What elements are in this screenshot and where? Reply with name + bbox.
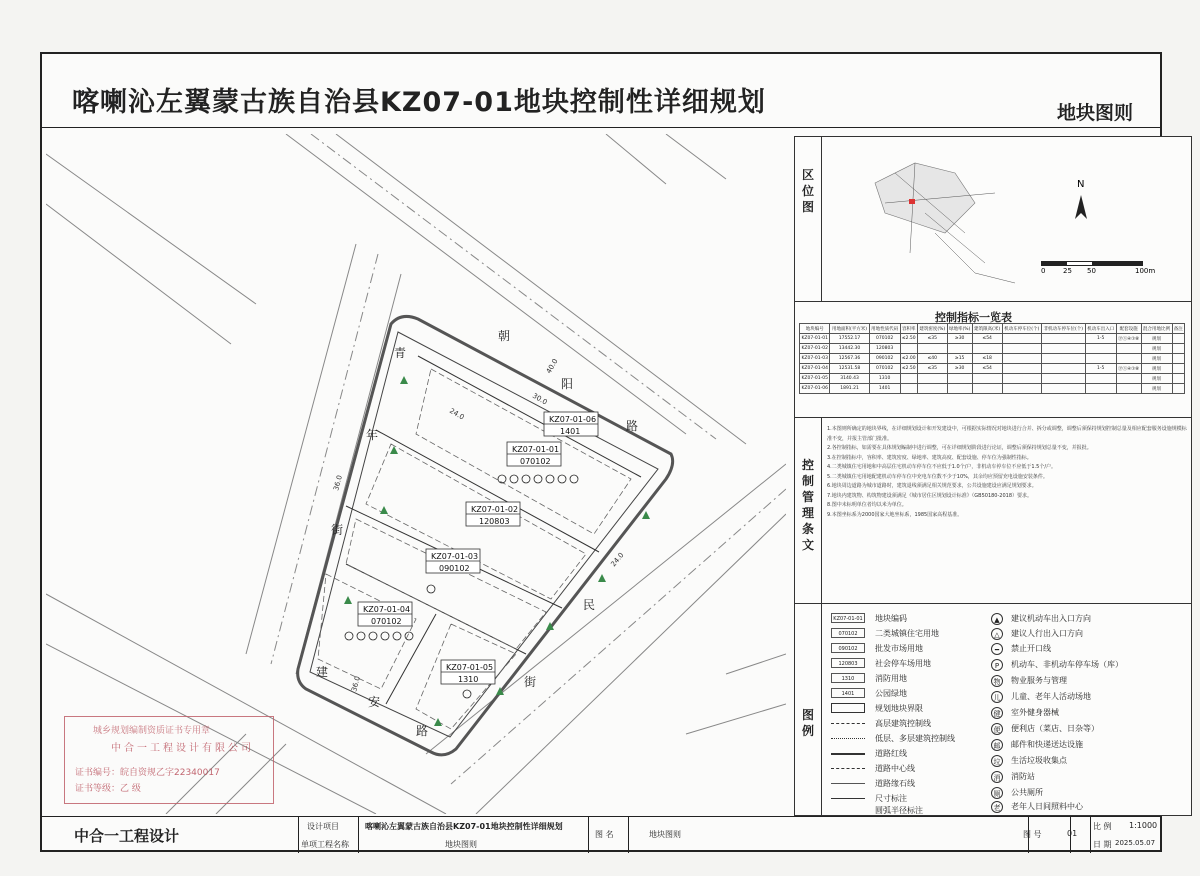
legend-symbol-icon: 厕 bbox=[991, 787, 1003, 799]
table-cell bbox=[917, 344, 947, 354]
legend-symbol-icon: 邮 bbox=[991, 739, 1003, 751]
indicator-table bbox=[799, 323, 1185, 394]
table-header: 容积率 bbox=[900, 324, 917, 334]
legend-text: 儿童、老年人活动场地 bbox=[1011, 692, 1091, 701]
parcel-use-02: 120803 bbox=[479, 517, 510, 526]
legend-swatch: 1401 bbox=[831, 688, 865, 698]
table-cell: ≥30 bbox=[947, 364, 972, 374]
entrance-arrow-icon bbox=[390, 446, 398, 454]
table-cell bbox=[1085, 344, 1116, 354]
site-marker-icon bbox=[909, 199, 915, 204]
table-cell bbox=[1172, 344, 1184, 354]
parcel-line-2 bbox=[376, 430, 599, 552]
legend-swatch bbox=[831, 723, 865, 728]
table-cell bbox=[947, 384, 972, 394]
symbol-icon bbox=[369, 632, 377, 640]
stamp-line: 城乡规划编制资质证书专用章 bbox=[93, 726, 211, 736]
road-label-w1: 青 bbox=[394, 346, 407, 360]
parcel-label-05 bbox=[441, 660, 495, 684]
date-value: 2025.05.07 bbox=[1115, 839, 1156, 847]
parcel-use-03: 090102 bbox=[439, 564, 470, 573]
legend-text: 建议人行出入口方向 bbox=[1011, 629, 1083, 638]
header-divider bbox=[42, 127, 1160, 128]
table-cell bbox=[1002, 364, 1041, 374]
legend-text: 地块编码 bbox=[875, 614, 907, 623]
table-header: 建筑密度(%) bbox=[917, 324, 947, 334]
legend-text: 高层建筑控制线 bbox=[875, 719, 931, 728]
section-divider bbox=[821, 137, 822, 301]
parcel-label-03 bbox=[426, 549, 480, 573]
symbol-icon bbox=[534, 475, 542, 483]
drawing-name: 地块图则 bbox=[649, 830, 681, 839]
title-block-cell bbox=[588, 817, 629, 853]
table-cell: ≤54 bbox=[972, 334, 1002, 344]
parcel-code-02: KZ07-01-02 bbox=[471, 505, 519, 514]
legend-swatch bbox=[831, 805, 865, 815]
table-cell bbox=[972, 384, 1002, 394]
control-clauses bbox=[827, 425, 1187, 520]
table-header: 混合用地比例 bbox=[1141, 324, 1172, 334]
drawing-name-label: 图 名 bbox=[595, 830, 614, 839]
scale-mark-0: 0 bbox=[1041, 267, 1046, 275]
table-cell: ≤2.50 bbox=[900, 364, 917, 374]
parcel-code-04: KZ07-01-04 bbox=[363, 605, 411, 614]
table-cell: 1-5 bbox=[1085, 334, 1116, 344]
table-cell bbox=[947, 344, 972, 354]
table-cell: 规划 bbox=[1141, 364, 1172, 374]
road-label-n2: 阳 bbox=[561, 377, 574, 391]
legend-symbol-icon: 儿 bbox=[991, 691, 1003, 703]
table-cell bbox=[1002, 334, 1041, 344]
road-label-s3: 路 bbox=[416, 724, 429, 738]
table-cell bbox=[1002, 344, 1041, 354]
symbol-icon bbox=[463, 690, 471, 698]
legend-swatch bbox=[831, 738, 865, 743]
table-cell bbox=[1002, 354, 1041, 364]
table-cell: Ⓟⓧ④⑦⑧ bbox=[1116, 364, 1141, 374]
parcel-use-06: 1401 bbox=[560, 427, 581, 436]
table-cell: ≥15 bbox=[947, 354, 972, 364]
legend-symbol-icon: 健 bbox=[991, 707, 1003, 719]
table-cell bbox=[900, 384, 917, 394]
parcel-code-05: KZ07-01-05 bbox=[446, 663, 494, 672]
table-cell bbox=[900, 344, 917, 354]
legend-symbol-icon: △ bbox=[991, 628, 1003, 640]
table-cell: 070102 bbox=[869, 364, 900, 374]
dim-d5: 36.0 bbox=[350, 675, 362, 693]
symbol-icon bbox=[522, 475, 530, 483]
parcel-label-06 bbox=[544, 412, 598, 436]
symbol-icon bbox=[393, 632, 401, 640]
scale-label: 比 例 bbox=[1093, 822, 1112, 831]
sub-project-name: 地块图则 bbox=[445, 840, 477, 849]
symbol-icon bbox=[381, 632, 389, 640]
scale-bar bbox=[1041, 261, 1181, 273]
symbol-icon bbox=[345, 632, 353, 640]
date-label: 日 期 bbox=[1093, 840, 1112, 849]
table-row bbox=[800, 334, 1185, 344]
table-cell bbox=[947, 374, 972, 384]
legend-text: 道路红线 bbox=[875, 749, 907, 758]
table-cell: 1891.21 bbox=[830, 384, 869, 394]
table-header: 非机动车停车位(个) bbox=[1041, 324, 1085, 334]
parcel-code-01: KZ07-01-01 bbox=[512, 445, 560, 454]
table-cell bbox=[1041, 334, 1085, 344]
stamp-line: 证书等级：乙 级 bbox=[75, 784, 141, 794]
legend-text: 建议机动车出入口方向 bbox=[1011, 614, 1091, 623]
clause: 8.图中未标明单位者均以米为单位。 bbox=[827, 502, 907, 508]
clause: 6.地块周边道路为城市道路时，建筑退线须满足相关规范要求，公共设施建设应满足规划要求。 bbox=[827, 483, 1037, 489]
road-label-e1: 民 bbox=[583, 598, 596, 612]
symbol-icon bbox=[570, 475, 578, 483]
legend-symbol-icon: 老 bbox=[991, 801, 1003, 813]
legend-swatch bbox=[831, 798, 865, 803]
north-arrow-icon bbox=[1071, 193, 1091, 223]
clause: 2.各控制指标，如需要在具体规划编制中进行调整，可在详细规划阶段进行论证，调整后须保持规划总量不变，并报批。 bbox=[827, 445, 1092, 451]
legend-text: 低层、多层建筑控制线 bbox=[875, 734, 955, 743]
table-cell: KZ07-01-06 bbox=[800, 384, 830, 394]
section-divider bbox=[821, 603, 822, 815]
clause: 4.二类城镇住宅用地和中高层住宅机动车停车位不应低于1.0个/户，非机动车停车位不应低于1.5个/户。 bbox=[827, 464, 1057, 470]
table-header: 绿地率(%) bbox=[947, 324, 972, 334]
plan-map bbox=[46, 134, 786, 814]
table-cell bbox=[1041, 354, 1085, 364]
legend-symbol-icon: 垃 bbox=[991, 755, 1003, 767]
table-cell: 规划 bbox=[1141, 374, 1172, 384]
table-cell: 1-5 bbox=[1085, 364, 1116, 374]
legend-text: 批发市场用地 bbox=[875, 644, 923, 653]
legend-swatch: 070102 bbox=[831, 628, 865, 638]
table-cell: 120803 bbox=[869, 344, 900, 354]
legend-text: 社会停车场用地 bbox=[875, 659, 931, 668]
road-ne-edges bbox=[606, 134, 726, 184]
parcel-code-06: KZ07-01-06 bbox=[549, 415, 597, 424]
legend-symbol-icon: 消 bbox=[991, 771, 1003, 783]
table-cell bbox=[1002, 384, 1041, 394]
table-cell: 规划 bbox=[1141, 334, 1172, 344]
symbol-icon bbox=[498, 475, 506, 483]
title-block-cell bbox=[1090, 817, 1161, 853]
entrance-arrow-icon bbox=[380, 506, 388, 514]
north-label: N bbox=[1077, 179, 1085, 190]
clause: 9.本图坐标系为2000国家大地坐标系，1985国家高程基准。 bbox=[827, 511, 963, 518]
table-cell bbox=[1172, 374, 1184, 384]
panel-divider bbox=[795, 417, 1191, 418]
road-network bbox=[46, 134, 786, 814]
table-cell bbox=[1172, 364, 1184, 374]
table-cell bbox=[1116, 384, 1141, 394]
table-cell: 3140.43 bbox=[830, 374, 869, 384]
page-title: 喀喇沁左翼蒙古族自治县KZ07-01地块控制性详细规划 bbox=[72, 87, 766, 118]
legend-text: 机动车、非机动车停车场（库） bbox=[1011, 660, 1123, 669]
road-label-w2: 年 bbox=[366, 428, 379, 442]
table-cell bbox=[1041, 374, 1085, 384]
table-cell bbox=[1172, 354, 1184, 364]
table-cell: 规划 bbox=[1141, 354, 1172, 364]
legend-text: 老年人日间照料中心 bbox=[1011, 802, 1083, 811]
clause: 1.本图则所确定的地块界线，在详细规划设计和开发建设中，可根据实际情况对地块进行合并、拆分或调整，调整后须保持规划控制总量及相应配套服务设施规模标准不变，并报主管部门批准。 bbox=[827, 426, 1187, 442]
entrance-arrows bbox=[344, 376, 650, 726]
legend-text: 二类城镇住宅用地 bbox=[875, 629, 939, 638]
title-block-cell bbox=[298, 817, 359, 853]
info-panel bbox=[794, 136, 1192, 816]
parcel-use-01: 070102 bbox=[520, 457, 551, 466]
table-cell bbox=[972, 374, 1002, 384]
clause: 3.在控制指标中，容积率、建筑密度、绿地率、建筑高度、配套设施、停车位为强制性指标。 bbox=[827, 454, 1032, 461]
table-cell: ≤2.00 bbox=[900, 354, 917, 364]
title-block-cell bbox=[1023, 817, 1069, 853]
legend-swatch bbox=[831, 753, 865, 758]
road-label-s2: 安 bbox=[368, 695, 381, 709]
legend-swatch bbox=[831, 768, 865, 773]
legend-symbol-icon: P bbox=[991, 659, 1003, 671]
table-header: 备注 bbox=[1172, 324, 1184, 334]
road-label-s1: 建 bbox=[316, 665, 329, 679]
entrance-arrow-icon bbox=[598, 574, 606, 582]
legend-text: 物业服务与管理 bbox=[1011, 676, 1067, 685]
table-cell bbox=[972, 344, 1002, 354]
road-se-edges bbox=[686, 654, 786, 734]
table-cell: ≤40 bbox=[917, 354, 947, 364]
control-line-03 bbox=[346, 519, 546, 649]
legend-text: 尺寸标注 bbox=[875, 794, 907, 803]
road-label-n3: 路 bbox=[626, 419, 639, 433]
table-header: 用地性质代码 bbox=[869, 324, 900, 334]
parcel-label-04 bbox=[358, 602, 412, 626]
parcel-label-01 bbox=[507, 442, 561, 466]
legend-text: 公园绿地 bbox=[875, 689, 907, 698]
dim-d4: 30.0 bbox=[531, 391, 549, 407]
symbol-icon bbox=[558, 475, 566, 483]
table-cell: ≤35 bbox=[917, 364, 947, 374]
table-cell: ≥30 bbox=[947, 334, 972, 344]
sub-project-label: 单项工程名称 bbox=[301, 840, 349, 849]
stamp-line: 证书编号：皖自资规乙字22340017 bbox=[75, 768, 220, 778]
table-cell bbox=[1041, 344, 1085, 354]
table-header: 机动车停车位(个) bbox=[1002, 324, 1041, 334]
plan-sheet bbox=[40, 52, 1187, 852]
table-cell: ≤54 bbox=[972, 364, 1002, 374]
drawing-no: 01 bbox=[1067, 829, 1078, 838]
table-cell bbox=[917, 374, 947, 384]
scale-value: 1:1000 bbox=[1129, 821, 1158, 830]
symbol-icon bbox=[405, 632, 413, 640]
table-cell: 090102 bbox=[869, 354, 900, 364]
scale-mark-3: 100m bbox=[1135, 267, 1156, 275]
table-cell bbox=[1172, 384, 1184, 394]
entrance-arrow-icon bbox=[642, 511, 650, 519]
panel-divider bbox=[795, 301, 1191, 302]
parcel-use-05: 1310 bbox=[458, 675, 479, 684]
legend-symbol-icon: ━ bbox=[991, 643, 1003, 655]
table-cell: 12531.58 bbox=[830, 364, 869, 374]
table-cell bbox=[900, 374, 917, 384]
entrance-arrow-icon bbox=[434, 718, 442, 726]
table-cell: 070102 bbox=[869, 334, 900, 344]
legend-text: 规划地块界限 bbox=[875, 704, 923, 713]
road-nw-edges bbox=[46, 154, 256, 344]
table-cell: 12567.36 bbox=[830, 354, 869, 364]
entrance-arrow-icon bbox=[400, 376, 408, 384]
legend-symbol-icon: ▲ bbox=[991, 613, 1003, 625]
table-cell bbox=[1041, 384, 1085, 394]
table-cell bbox=[1085, 384, 1116, 394]
dim-d6: 24.0 bbox=[448, 406, 466, 422]
symbol-icon bbox=[546, 475, 554, 483]
drawing-no-label: 图 号 bbox=[1023, 830, 1042, 839]
legend-text: 道路中心线 bbox=[875, 764, 915, 773]
road-label-w3: 街 bbox=[331, 523, 344, 537]
symbol-icon bbox=[510, 475, 518, 483]
table-cell: KZ07-01-01 bbox=[800, 334, 830, 344]
clause: 5.二类城镇住宅用地配建机动车停车位中充电车位数不少于10%，其余均应预留充电设施安装条件。 bbox=[827, 473, 1048, 480]
location-map-label: 区位图 bbox=[801, 168, 814, 214]
table-cell: 13442.30 bbox=[830, 344, 869, 354]
dim-d1: 40.0 bbox=[544, 357, 560, 375]
indicator-table-title: 控制指标一览表 bbox=[935, 311, 1012, 324]
table-cell: ≤2.50 bbox=[900, 334, 917, 344]
dim-d3: 24.0 bbox=[609, 551, 626, 569]
design-project-label: 设计项目 bbox=[307, 822, 339, 831]
legend-swatch: 120803 bbox=[831, 658, 865, 668]
symbol-icon bbox=[427, 585, 435, 593]
panel-divider bbox=[795, 603, 1191, 604]
clause: 7.地块内建筑物、构筑物建设须满足《城市居住区规划设计标准》（GB50180-2018）要求。 bbox=[827, 492, 1033, 499]
legend-text: 邮件和快递送达设施 bbox=[1011, 740, 1083, 749]
table-cell bbox=[1116, 354, 1141, 364]
table-cell bbox=[1116, 344, 1141, 354]
table-cell: KZ07-01-04 bbox=[800, 364, 830, 374]
legend-text: 生活垃圾收集点 bbox=[1011, 756, 1067, 765]
stamp-line: 中合一工程设计有限公司 bbox=[111, 743, 254, 754]
table-cell: 17552.17 bbox=[830, 334, 869, 344]
scale-mark-2: 50 bbox=[1087, 267, 1096, 275]
legend-swatch: 090102 bbox=[831, 643, 865, 653]
legend-swatch bbox=[831, 703, 865, 713]
parcel-code-03: KZ07-01-03 bbox=[431, 552, 479, 561]
legend-symbol-icon: 物 bbox=[991, 675, 1003, 687]
legend-text: 室外健身器械 bbox=[1011, 708, 1059, 717]
table-cell bbox=[1172, 334, 1184, 344]
legend-swatch: KZ07-01-01 bbox=[831, 613, 865, 623]
table-header: 建筑限高(米) bbox=[972, 324, 1002, 334]
table-cell bbox=[1085, 354, 1116, 364]
legend-swatch bbox=[831, 783, 865, 788]
table-cell: 1401 bbox=[869, 384, 900, 394]
legend-text: 消防用地 bbox=[875, 674, 907, 683]
legend-text: 圆弧半径标注 bbox=[875, 806, 923, 815]
table-cell bbox=[917, 384, 947, 394]
company-name: 中合一工程设计 bbox=[74, 827, 180, 845]
legend-text: 道路缘石线 bbox=[875, 779, 915, 788]
road-chaoyang-edges bbox=[286, 134, 746, 444]
table-cell: Ⓟⓧ④⑦⑧ bbox=[1116, 334, 1141, 344]
legend-text: 公共厕所 bbox=[1011, 788, 1043, 797]
parcel-line-4 bbox=[346, 564, 526, 704]
legend-symbol-icon: 便 bbox=[991, 723, 1003, 735]
title-block-cell bbox=[358, 817, 589, 853]
parcel-use-04: 070102 bbox=[371, 617, 402, 626]
table-cell bbox=[1002, 374, 1041, 384]
table-cell: KZ07-01-05 bbox=[800, 374, 830, 384]
table-row bbox=[800, 364, 1185, 374]
table-row bbox=[800, 344, 1185, 354]
road-label-n1: 朝 bbox=[498, 329, 511, 343]
dim-d2: 36.0 bbox=[332, 474, 344, 492]
table-row bbox=[800, 374, 1185, 384]
legend-label: 图例 bbox=[801, 708, 814, 738]
table-cell bbox=[1085, 374, 1116, 384]
table-cell: KZ07-01-02 bbox=[800, 344, 830, 354]
table-header-row bbox=[800, 324, 1185, 334]
table-row bbox=[800, 354, 1185, 364]
table-cell: 规划 bbox=[1141, 344, 1172, 354]
table-header: 配套设施 bbox=[1116, 324, 1141, 334]
table-header: 地块编号 bbox=[800, 324, 830, 334]
legend-text: 禁止开口线 bbox=[1011, 644, 1051, 653]
table-cell: ≤35 bbox=[917, 334, 947, 344]
table-cell bbox=[1041, 364, 1085, 374]
table-cell bbox=[1116, 374, 1141, 384]
section-divider bbox=[821, 417, 822, 603]
project-name: 喀喇沁左翼蒙古族自治县KZ07-01地块控制性详细规划 bbox=[365, 822, 563, 831]
road-min-centerline bbox=[451, 489, 786, 784]
legend-text: 消防站 bbox=[1011, 772, 1035, 781]
table-cell: KZ07-01-03 bbox=[800, 354, 830, 364]
table-cell: 规划 bbox=[1141, 384, 1172, 394]
parcel-label-02 bbox=[466, 502, 520, 526]
road-label-e2: 街 bbox=[524, 675, 537, 689]
table-header: 用地面积(平方米) bbox=[830, 324, 869, 334]
legend-text: 便利店（菜店、日杂等） bbox=[1011, 724, 1099, 733]
title-block bbox=[42, 816, 1160, 853]
table-cell: 1310 bbox=[869, 374, 900, 384]
entrance-arrow-icon bbox=[344, 596, 352, 604]
table-header: 机动车出入口 bbox=[1085, 324, 1116, 334]
page-subtitle: 地块图则 bbox=[1057, 102, 1134, 124]
symbol-icon bbox=[357, 632, 365, 640]
table-row bbox=[800, 384, 1185, 394]
table-cell: ≤18 bbox=[972, 354, 1002, 364]
title-block-cell bbox=[628, 817, 1029, 853]
scale-mark-1: 25 bbox=[1063, 267, 1072, 275]
legend-swatch: 1310 bbox=[831, 673, 865, 683]
control-clauses-label: 控制管理条文 bbox=[801, 458, 814, 552]
certificate-stamp bbox=[64, 716, 274, 804]
